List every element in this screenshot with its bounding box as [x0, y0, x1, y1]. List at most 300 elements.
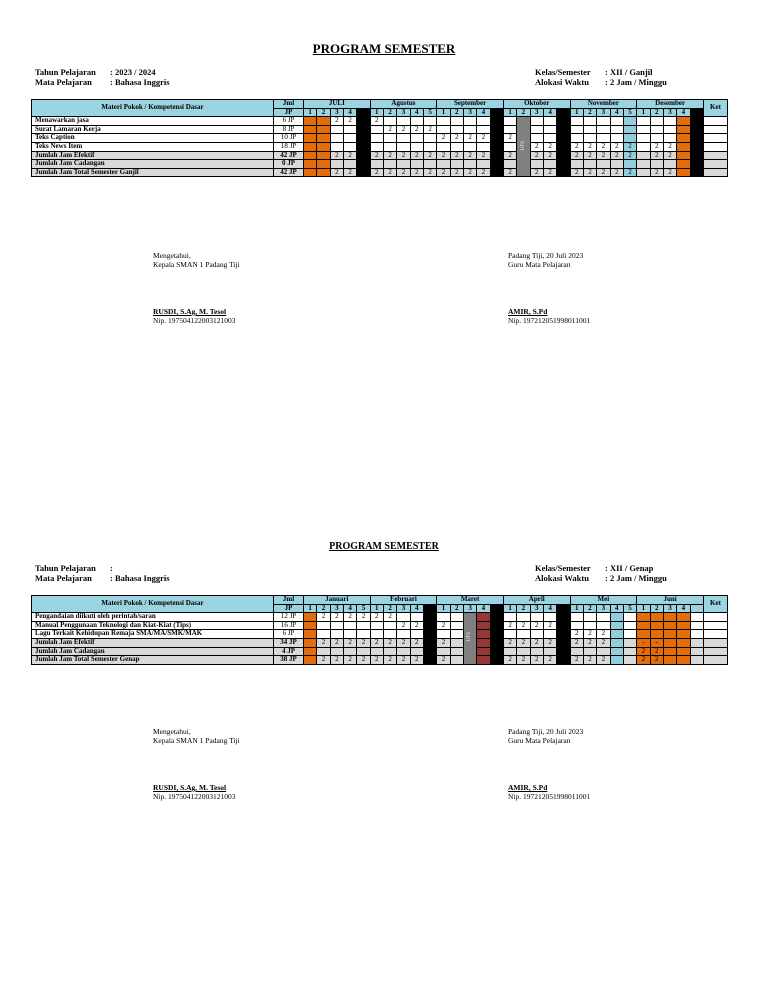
week-cell: 2: [530, 638, 543, 647]
week-cell: [437, 647, 450, 656]
meta-right-genap: [535, 563, 667, 583]
week-cell: [304, 151, 317, 160]
week-cell: [370, 160, 383, 169]
principal-nip: Nip. 197504122003121003: [153, 316, 236, 325]
week-number: 4: [343, 108, 356, 117]
week-cell: [530, 125, 543, 134]
week-number: 3: [463, 604, 476, 613]
week-number: 2: [517, 604, 530, 613]
week-number: 4: [610, 604, 623, 613]
week-cell: 2: [397, 151, 410, 160]
week-number: [357, 108, 370, 117]
week-cell: 2: [530, 656, 543, 665]
week-cell: 2: [397, 621, 410, 630]
sig-line: Guru Mata Pelajaran: [508, 260, 571, 269]
week-cell: [517, 630, 530, 639]
teacher-nip: Nip. 197212051998011001: [508, 316, 591, 325]
sig-line: Padang Tiji, 20 Juli 2023: [508, 251, 584, 260]
week-cell: [397, 630, 410, 639]
week-number: 1: [637, 108, 650, 117]
week-cell: [330, 621, 343, 630]
week-number: 3: [330, 604, 343, 613]
week-cell: [610, 630, 623, 639]
week-cell: 2: [477, 151, 490, 160]
signature-left-ganjil: [153, 251, 240, 325]
semester-table-ganjil: [31, 99, 728, 177]
week-cell: [477, 656, 490, 665]
week-cell: [503, 630, 516, 639]
week-cell: 2: [583, 630, 596, 639]
week-cell: 2: [437, 638, 450, 647]
week-cell: [437, 125, 450, 134]
week-cell: 2: [543, 638, 556, 647]
week-cell: [610, 621, 623, 630]
week-number: 4: [343, 604, 356, 613]
week-cell: [397, 134, 410, 143]
table-row: [32, 630, 728, 639]
week-cell: [330, 160, 343, 169]
week-cell: 2: [397, 168, 410, 177]
jp-cell: 16 JP: [274, 621, 304, 630]
week-cell: [557, 630, 570, 639]
week-cell: [623, 117, 636, 126]
week-cell: [463, 125, 476, 134]
week-cell: [503, 117, 516, 126]
jp-cell: 42 JP: [274, 151, 304, 160]
week-cell: 2: [543, 142, 556, 151]
materi-cell: Jumlah Jam Efektif: [32, 151, 274, 160]
week-cell: [583, 160, 596, 169]
week-cell: [530, 613, 543, 622]
week-cell: 2: [423, 168, 436, 177]
week-cell: 2: [343, 638, 356, 647]
week-number: 2: [517, 108, 530, 117]
ket-cell: [704, 613, 728, 622]
week-cell: 2: [570, 168, 583, 177]
week-cell: [650, 160, 663, 169]
week-cell: [557, 638, 570, 647]
kelas-label: Kelas/Semester: [535, 67, 591, 77]
week-cell: 2: [570, 151, 583, 160]
tahun-value: :: [110, 563, 113, 573]
week-cell: [357, 647, 370, 656]
week-cell: 2: [583, 168, 596, 177]
week-cell: [623, 656, 636, 665]
week-cell: [637, 125, 650, 134]
week-cell: 2: [503, 134, 516, 143]
week-number: 2: [583, 604, 596, 613]
week-cell: [650, 125, 663, 134]
week-cell: 2: [437, 151, 450, 160]
page-title-genap: PROGRAM SEMESTER: [329, 541, 439, 552]
jp-cell: 42 JP: [274, 168, 304, 177]
week-cell: [677, 142, 690, 151]
teacher-nip: Nip. 197212051998011001: [508, 792, 591, 801]
week-cell: [450, 656, 463, 665]
materi-cell: Jumlah Jam Total Semester Ganjil: [32, 168, 274, 177]
week-cell: [304, 168, 317, 177]
week-cell: [343, 142, 356, 151]
week-cell: [450, 613, 463, 622]
week-cell: 2: [597, 168, 610, 177]
week-cell: [503, 613, 516, 622]
week-cell: 2: [597, 151, 610, 160]
week-cell: [330, 647, 343, 656]
month-header: November: [570, 100, 637, 109]
week-cell: [677, 168, 690, 177]
week-cell: 2: [410, 125, 423, 134]
week-cell: [490, 151, 503, 160]
week-cell: [610, 613, 623, 622]
week-cell: [410, 647, 423, 656]
week-cell: [477, 621, 490, 630]
week-cell: [677, 621, 690, 630]
week-cell: 2: [503, 621, 516, 630]
materi-cell: Surat Lamaran Kerja: [32, 125, 274, 134]
mapel-value: : Bahasa Inggris: [110, 573, 170, 583]
mapel-label: Mata Pelajaran: [35, 77, 92, 87]
week-cell: [490, 647, 503, 656]
week-cell: [304, 117, 317, 126]
week-cell: [357, 630, 370, 639]
ket-cell: [704, 638, 728, 647]
teacher-name: AMIR, S.Pd: [508, 783, 548, 792]
week-cell: [410, 142, 423, 151]
jp-cell: 34 JP: [274, 638, 304, 647]
week-number: 1: [370, 108, 383, 117]
week-cell: [450, 142, 463, 151]
week-cell: 2: [543, 656, 556, 665]
week-cell: 2: [637, 647, 650, 656]
week-cell: [357, 160, 370, 169]
week-cell: [437, 117, 450, 126]
week-cell: [437, 613, 450, 622]
week-cell: 2: [370, 613, 383, 622]
week-cell: 2: [317, 638, 330, 647]
week-cell: [663, 630, 676, 639]
week-cell: 2: [623, 168, 636, 177]
month-header: JULI: [304, 100, 371, 109]
mapel-value: : Bahasa Inggris: [110, 77, 170, 87]
week-cell: [410, 134, 423, 143]
page-title-ganjil: PROGRAM SEMESTER: [312, 41, 456, 56]
week-cell: 2: [330, 613, 343, 622]
table-row: [32, 117, 728, 126]
week-cell: 2: [463, 168, 476, 177]
week-cell: 2: [383, 168, 396, 177]
alokasi-label: Alokasi Waktu: [535, 573, 589, 583]
week-number: [490, 604, 503, 613]
month-header: Maret: [437, 596, 504, 605]
week-cell: 2: [383, 656, 396, 665]
week-cell: [570, 125, 583, 134]
week-cell: [637, 134, 650, 143]
week-cell: [383, 647, 396, 656]
week-number: 2: [383, 604, 396, 613]
week-cell: 2: [383, 613, 396, 622]
materi-cell: Teks Caption: [32, 134, 274, 143]
week-cell: [304, 613, 317, 622]
jp-cell: 0 JP: [274, 160, 304, 169]
materi-cell: Manual Penggunaan Teknologi dan Kiat-Kiat (Tips): [32, 621, 274, 630]
week-cell: 2: [570, 638, 583, 647]
week-cell: 2: [410, 168, 423, 177]
week-cell: 2: [383, 125, 396, 134]
month-header: Mei: [570, 596, 637, 605]
month-header: Juni: [637, 596, 704, 605]
week-number: 2: [650, 604, 663, 613]
week-cell: [477, 630, 490, 639]
week-number: 2: [650, 108, 663, 117]
sig-line: Mengetahui,: [153, 727, 191, 736]
week-cell: [357, 117, 370, 126]
table-row: [32, 134, 728, 143]
week-cell: 2: [437, 168, 450, 177]
week-number: 3: [663, 604, 676, 613]
week-cell: 2: [570, 630, 583, 639]
week-cell: [663, 134, 676, 143]
week-cell: [330, 142, 343, 151]
week-number: 4: [477, 108, 490, 117]
week-cell: [423, 638, 436, 647]
week-cell: 2: [437, 621, 450, 630]
week-cell: [423, 647, 436, 656]
week-cell: [477, 613, 490, 622]
week-cell: [557, 168, 570, 177]
week-cell: 2: [357, 613, 370, 622]
week-cell: [490, 638, 503, 647]
week-cell: [610, 125, 623, 134]
week-cell: [677, 638, 690, 647]
week-number: 4: [543, 604, 556, 613]
week-cell: [690, 134, 703, 143]
ket-cell: [704, 134, 728, 143]
week-number: 3: [530, 604, 543, 613]
week-cell: [490, 168, 503, 177]
materi-cell: Jumlah Jam Cadangan: [32, 647, 274, 656]
week-cell: [343, 125, 356, 134]
week-cell: [610, 117, 623, 126]
week-cell: [557, 142, 570, 151]
week-cell: [610, 638, 623, 647]
week-cell: 2: [330, 168, 343, 177]
week-cell: [450, 638, 463, 647]
week-number: 1: [370, 604, 383, 613]
week-cell: [357, 125, 370, 134]
week-cell: 2: [383, 638, 396, 647]
week-number: [490, 108, 503, 117]
week-cell: [570, 647, 583, 656]
week-cell: [663, 160, 676, 169]
week-cell: [623, 125, 636, 134]
materi-cell: Jumlah Jam Efektif: [32, 638, 274, 647]
jp-cell: 8 JP: [274, 125, 304, 134]
week-cell: [690, 160, 703, 169]
signature-left-genap: [153, 727, 240, 801]
week-cell: [490, 656, 503, 665]
week-cell: 2: [343, 613, 356, 622]
week-cell: [383, 117, 396, 126]
week-cell: 2: [623, 142, 636, 151]
week-cell: [570, 613, 583, 622]
week-cell: [583, 647, 596, 656]
week-cell: [503, 125, 516, 134]
week-cell: [477, 117, 490, 126]
week-cell: 2: [450, 134, 463, 143]
week-cell: [450, 630, 463, 639]
week-cell: 2: [650, 142, 663, 151]
week-cell: [490, 160, 503, 169]
week-cell: 2: [423, 125, 436, 134]
week-cell: [557, 647, 570, 656]
week-cell: [304, 638, 317, 647]
week-cell: [570, 621, 583, 630]
week-cell: 2: [330, 117, 343, 126]
week-cell: 2: [423, 151, 436, 160]
week-cell: [677, 134, 690, 143]
week-cell: [530, 117, 543, 126]
week-cell: [343, 134, 356, 143]
materi-cell: Jumlah Jam Total Semester Genap: [32, 656, 274, 665]
week-cell: [423, 142, 436, 151]
uts-label: UTS: [520, 140, 526, 151]
week-cell: [463, 613, 476, 665]
week-cell: 2: [650, 647, 663, 656]
week-cell: [677, 160, 690, 169]
week-number: [690, 108, 703, 117]
week-cell: [677, 630, 690, 639]
week-cell: [663, 117, 676, 126]
week-number: 5: [623, 604, 636, 613]
week-cell: [637, 621, 650, 630]
ket-cell: [704, 117, 728, 126]
week-number: [690, 604, 703, 613]
ket-cell: [704, 647, 728, 656]
week-cell: 2: [370, 117, 383, 126]
week-cell: -: [637, 638, 650, 647]
week-number: 1: [437, 604, 450, 613]
week-number: 4: [477, 604, 490, 613]
week-cell: [490, 613, 503, 622]
ket-cell: [704, 621, 728, 630]
week-cell: [330, 630, 343, 639]
week-cell: [690, 638, 703, 647]
week-cell: 2: [503, 638, 516, 647]
week-cell: [357, 134, 370, 143]
week-cell: [450, 647, 463, 656]
week-cell: [423, 613, 436, 622]
week-cell: [597, 125, 610, 134]
week-cell: 2: [410, 638, 423, 647]
week-cell: [677, 125, 690, 134]
week-cell: [357, 142, 370, 151]
week-cell: 2: [330, 656, 343, 665]
week-cell: [463, 142, 476, 151]
week-number: 1: [437, 108, 450, 117]
week-cell: 2: [663, 168, 676, 177]
jp-cell: 18 JP: [274, 142, 304, 151]
week-cell: [623, 160, 636, 169]
jp-cell: 6 JP: [274, 117, 304, 126]
week-cell: 2: [650, 168, 663, 177]
week-cell: [663, 656, 676, 665]
materi-cell: Menawarkan jasa: [32, 117, 274, 126]
kelas-value: : XII / Ganjil: [605, 67, 653, 77]
week-number: 4: [543, 108, 556, 117]
week-cell: [530, 630, 543, 639]
week-cell: [423, 117, 436, 126]
sig-line: Kepala SMAN 1 Padang Tiji: [153, 736, 240, 745]
week-cell: [637, 142, 650, 151]
week-cell: 2: [477, 134, 490, 143]
principal-name: RUSDI, S.Ag, M. Tesol: [153, 783, 227, 792]
week-cell: 2: [370, 638, 383, 647]
week-cell: [477, 160, 490, 169]
week-cell: 2: [370, 151, 383, 160]
week-number: 5: [623, 108, 636, 117]
materi-cell: Jumlah Jam Cadangan: [32, 160, 274, 169]
week-cell: [304, 134, 317, 143]
week-cell: [690, 117, 703, 126]
week-cell: [650, 621, 663, 630]
week-number: 5: [423, 108, 436, 117]
week-cell: [490, 134, 503, 143]
week-cell: [517, 613, 530, 622]
week-cell: [463, 160, 476, 169]
week-cell: [343, 630, 356, 639]
week-cell: 2: [450, 151, 463, 160]
week-cell: 2: [597, 630, 610, 639]
week-number: 1: [570, 108, 583, 117]
signature-right-ganjil: [508, 251, 590, 325]
week-cell: [383, 630, 396, 639]
week-cell: [543, 125, 556, 134]
week-cell: [543, 647, 556, 656]
week-cell: [583, 621, 596, 630]
week-cell: [690, 168, 703, 177]
month-header: April: [503, 596, 570, 605]
week-cell: [677, 117, 690, 126]
week-cell: [410, 117, 423, 126]
week-cell: [477, 125, 490, 134]
week-cell: [490, 630, 503, 639]
week-cell: [317, 125, 330, 134]
week-cell: 2: [397, 656, 410, 665]
week-cell: [530, 134, 543, 143]
week-cell: [583, 125, 596, 134]
week-number: 1: [503, 604, 516, 613]
week-number: 2: [317, 108, 330, 117]
week-cell: [677, 151, 690, 160]
week-number: 3: [330, 108, 343, 117]
week-cell: 2: [597, 656, 610, 665]
jp-cell: 6 JP: [274, 630, 304, 639]
week-cell: 2: [450, 168, 463, 177]
week-number: 3: [663, 108, 676, 117]
table-row: [32, 621, 728, 630]
week-number: 3: [597, 108, 610, 117]
week-number: 1: [304, 604, 317, 613]
week-cell: [423, 656, 436, 665]
ket-cell: [704, 142, 728, 151]
week-cell: [557, 656, 570, 665]
ket-cell: [704, 630, 728, 639]
alokasi-value: : 2 Jam / Minggu: [605, 77, 667, 87]
header-jml: Jml: [274, 596, 304, 605]
principal-name: RUSDI, S.Ag, M. Tesol: [153, 307, 227, 316]
week-cell: [610, 160, 623, 169]
week-cell: [410, 630, 423, 639]
